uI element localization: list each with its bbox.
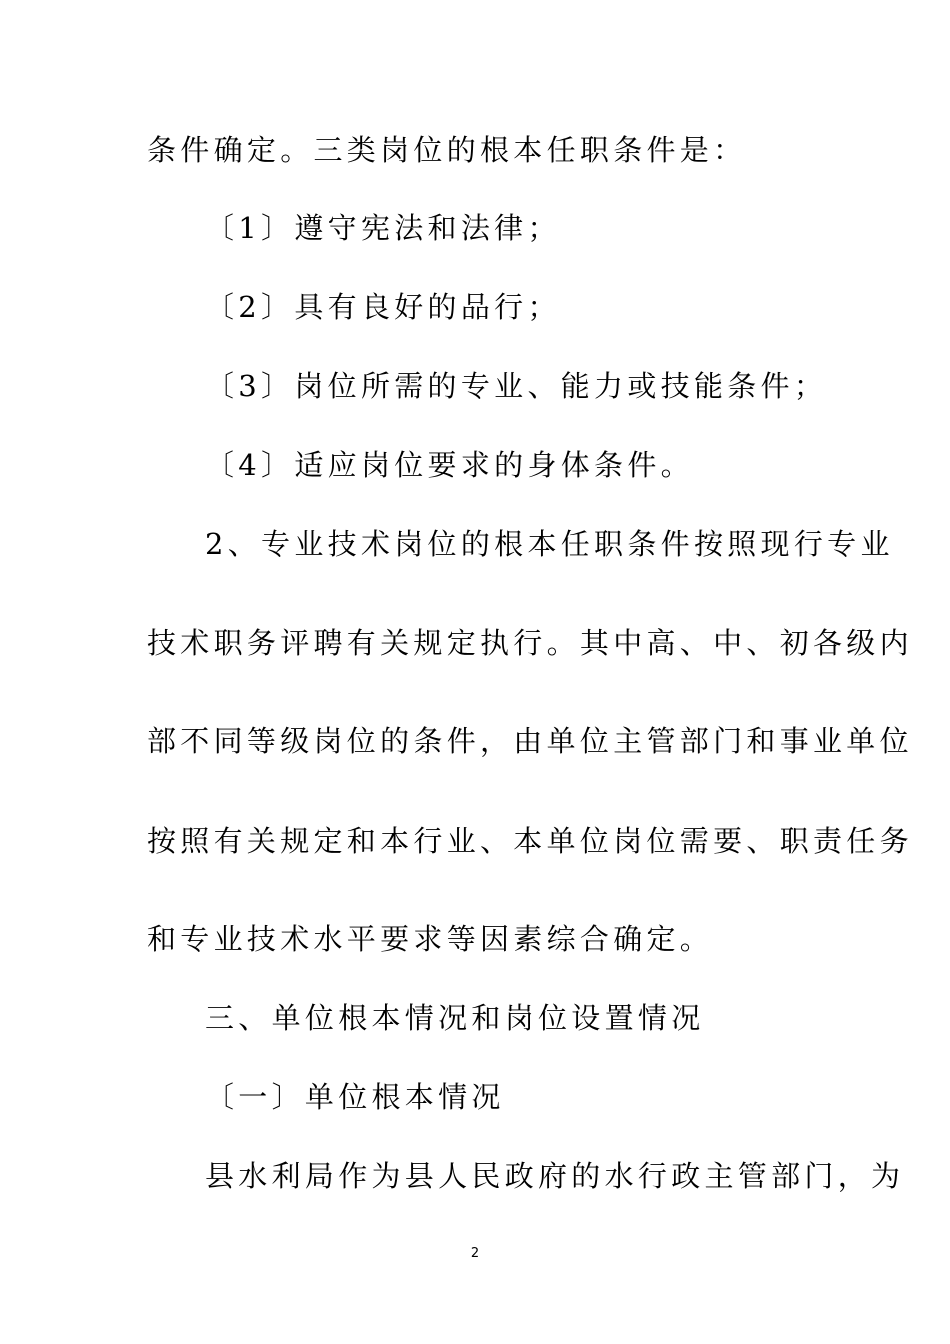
paragraph-3-line-1: 县水利局作为县人民政府的水行政主管部门，为 bbox=[205, 1159, 905, 1193]
text-line-1: 条件确定。三类岗位的根本任职条件是： bbox=[147, 133, 747, 167]
list-item-3: 〔3〕岗位所需的专业、能力或技能条件； bbox=[205, 369, 828, 403]
page-number: 2 bbox=[470, 1246, 480, 1261]
subsection-heading: 〔一〕单位根本情况 bbox=[205, 1080, 505, 1114]
list-item-2: 〔2〕具有良好的品行； bbox=[205, 290, 561, 324]
list-item-1: 〔1〕遵守宪法和法律； bbox=[205, 211, 561, 245]
paragraph-2-line-3: 部不同等级岗位的条件，由单位主管部门和事业单位 bbox=[147, 724, 913, 758]
paragraph-2-line-5: 和专业技术水平要求等因素综合确定。 bbox=[147, 922, 714, 956]
paragraph-2-line-2: 技术职务评聘有关规定执行。其中高、中、初各级内 bbox=[147, 626, 913, 660]
paragraph-2-line-4: 按照有关规定和本行业、本单位岗位需要、职责任务 bbox=[147, 824, 913, 858]
paragraph-2-line-1: 2、专业技术岗位的根本任职条件按照现行专业 bbox=[205, 527, 894, 561]
list-item-4: 〔4〕适应岗位要求的身体条件。 bbox=[205, 448, 694, 482]
section-heading: 三、单位根本情况和岗位设置情况 bbox=[205, 1001, 705, 1035]
